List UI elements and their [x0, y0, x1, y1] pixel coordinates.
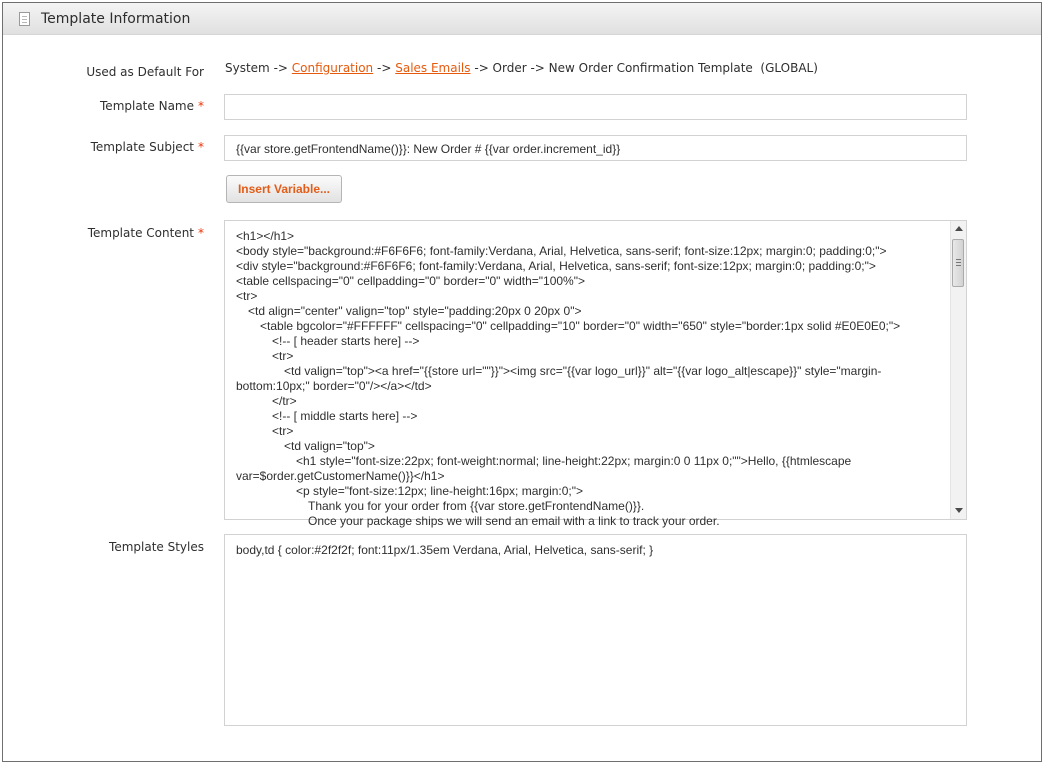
template-styles-textarea[interactable]: body,td { color:#2f2f2f; font:11px/1.35em Verdana, Arial, Helvetica, sans-serif; }	[224, 534, 967, 726]
code-line: Thank you for your order from {{var store.getFrontendName()}}.	[308, 499, 645, 513]
document-icon	[19, 12, 30, 26]
configuration-link[interactable]: Configuration	[291, 61, 374, 75]
template-content-code	[236, 229, 946, 529]
default-for-path	[225, 61, 818, 75]
template-content-label: Template Content *	[87, 226, 204, 240]
template-content-textarea[interactable]	[224, 220, 967, 528]
code-line: <p style="font-size:12px; line-height:16px; margin:0;">	[296, 484, 584, 498]
grip-icon	[956, 259, 961, 260]
required-mark: *	[198, 140, 204, 154]
scrollbar-thumb[interactable]	[952, 239, 964, 287]
required-mark: *	[198, 226, 204, 240]
panel-header	[3, 3, 1041, 35]
default-for-label: Used as Default For	[86, 65, 204, 79]
path-system: System ->	[225, 61, 288, 75]
arrow-down-icon[interactable]	[955, 508, 963, 513]
template-information-panel	[2, 2, 1042, 762]
arrow-up-icon[interactable]	[955, 226, 963, 231]
template-subject-label: Template Subject *	[90, 140, 204, 154]
template-name-input[interactable]	[224, 94, 967, 120]
template-subject-input[interactable]: {{var store.getFrontendName()}}: New Order # {{var order.increment_id}}	[224, 135, 967, 161]
insert-variable-button[interactable]: Insert Variable...	[226, 175, 342, 203]
code-line: <!-- [ header starts here] -->	[272, 334, 420, 348]
code-line: <tr>	[272, 424, 294, 438]
vertical-scrollbar[interactable]	[950, 221, 966, 519]
code-line: <!-- [ middle starts here] -->	[272, 409, 418, 423]
code-line: Once your package ships we will send an email with a link to track your order.	[308, 514, 720, 528]
sales-emails-link[interactable]: Sales Emails	[395, 61, 471, 75]
required-mark: *	[198, 99, 204, 113]
code-line: var=$order.getCustomerName()}}</h1>	[236, 469, 445, 483]
code-line: <body style="background:#F6F6F6; font-family:Verdana, Arial, Helvetica, sans-serif; font-size:12px; margin:0; padding:0;">	[236, 244, 887, 258]
code-line: </tr>	[272, 394, 297, 408]
code-line: <h1 style="font-size:22px; font-weight:normal; line-height:22px; margin:0 0 11px 0;"">Hello, {{htmlescape	[296, 454, 852, 468]
panel-title: Template Information	[41, 11, 191, 27]
template-name-label: Template Name *	[100, 99, 204, 113]
code-line: <td align="center" valign="top" style="padding:20px 0 20px 0">	[248, 304, 582, 318]
path-arrow: ->	[377, 61, 392, 75]
code-line: bottom:10px;" border="0"/></a></td>	[236, 379, 432, 393]
code-line: <h1></h1>	[236, 229, 295, 243]
template-styles-label: Template Styles	[109, 540, 204, 554]
code-line: <table bgcolor="#FFFFFF" cellspacing="0" cellpadding="10" border="0" width="650" style="border:1px solid #E0E0E0;">	[260, 319, 901, 333]
code-line: <tr>	[236, 289, 258, 303]
code-line: <td valign="top"><a href="{{store url=""}}"><img src="{{var logo_url}}" alt="{{var logo_alt|escape}}" style="margin-	[284, 364, 882, 378]
code-line: <tr>	[272, 349, 294, 363]
code-line: <td valign="top">	[284, 439, 375, 453]
path-rest: -> Order -> New Order Confirmation Template (GLOBAL)	[474, 61, 818, 75]
code-line: <div style="background:#F6F6F6; font-family:Verdana, Arial, Helvetica, sans-serif; font-size:12px; margin:0; padding:0;">	[236, 259, 876, 273]
code-line: <table cellspacing="0" cellpadding="0" border="0" width="100%">	[236, 274, 585, 288]
